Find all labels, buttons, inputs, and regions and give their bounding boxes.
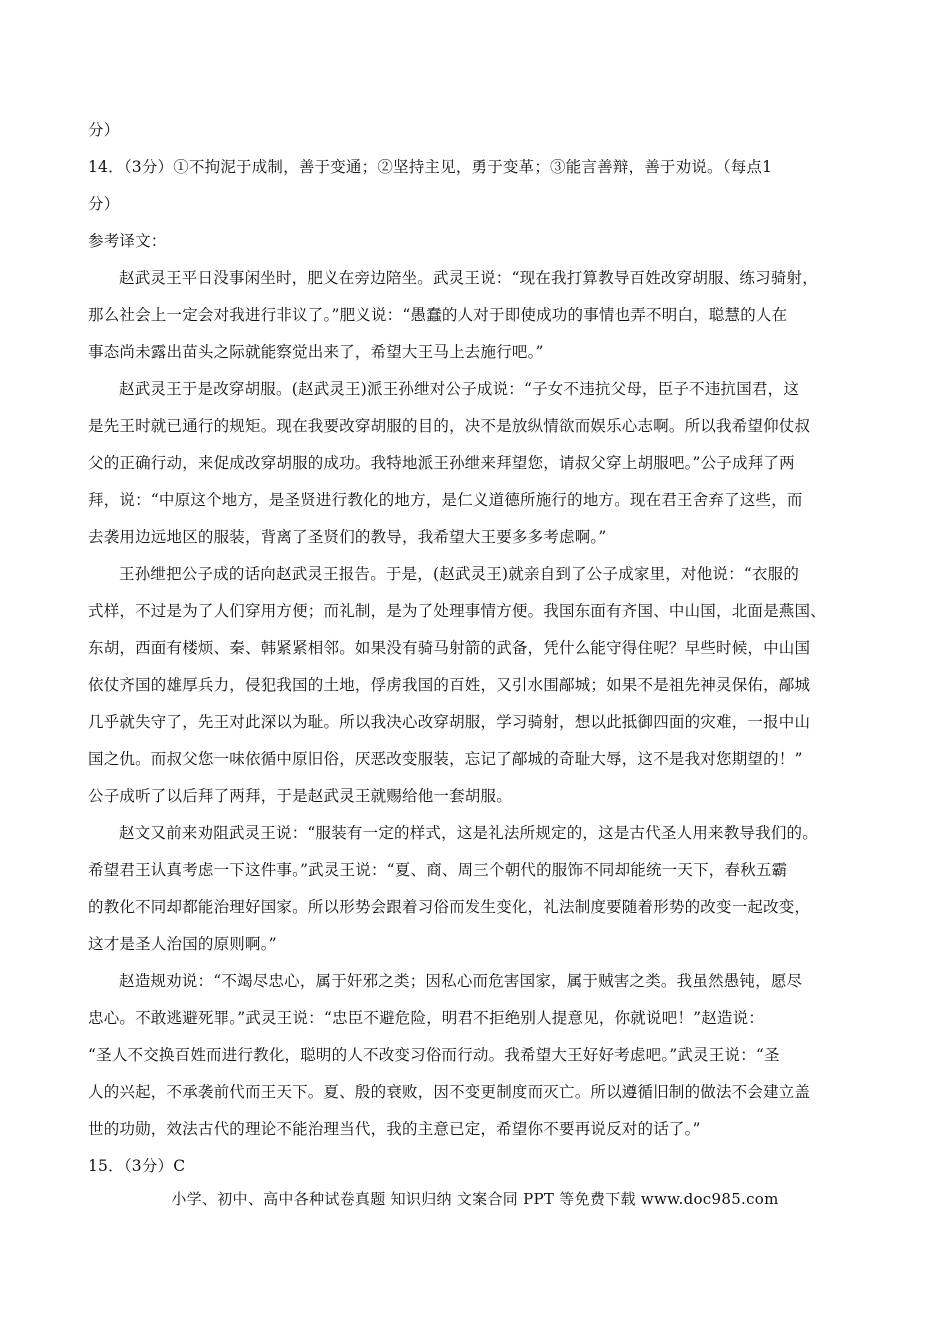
paragraph-5-line: 世的功勋，效法古代的理论不能治理当代，我的主意已定，希望你不要再说反对的话了。” [88,1120,701,1138]
paragraph-2-line: 拜，说：“中原这个地方，是圣贤进行教化的地方，是仁义道德所施行的地方。现在君王舍弃了这些，而 [88,491,803,509]
text-line: 分） [88,121,120,139]
translation-heading: 参考译文： [88,232,167,250]
page-footer: 小学、初中、高中各种试卷真题 知识归纳 文案合同 PPT 等免费下载 www.doc985.com [171,1190,779,1208]
paragraph-2-line: 是先王时就已通行的规矩。现在我要改穿胡服的目的，决不是放纵情欲而娱乐心志啊。所以我希望仰仗叔 [88,417,811,435]
paragraph-3-line: 几乎就失守了，先王对此深以为耻。所以我决心改穿胡服，学习骑射，想以此抵御四面的灾难，一报中山 [88,713,811,731]
paragraph-4-line: 赵文又前来劝阻武灵王说：“服装有一定的样式，这是礼法所规定的，这是古代圣人用来教导我们的。 [119,824,818,842]
paragraph-5-line: “圣人不交换百姓而进行教化，聪明的人不改变习俗而行动。我希望大王好好考虑吧。”武灵王说：“圣 [88,1046,780,1064]
answer-15-line: 15．（3分）C [88,1157,186,1175]
paragraph-2-line: 赵武灵王于是改穿胡服。(赵武灵王)派王孙绁对公子成说：“子女不违抗父母，臣子不违抗国君，这 [119,380,800,398]
text-line: 分） [88,195,120,213]
paragraph-5-line: 忠心。不敢逃避死罪。”武灵王说：“忠臣不避危险，明君不拒绝别人提意见，你就说吧！”赵造说： [88,1009,765,1027]
paragraph-4-line: 的教化不同却都能治理好国家。所以形势会跟着习俗而发生变化，礼法制度要随着形势的改变一起改变， [88,898,811,916]
paragraph-3-line: 国之仇。而叔父您一味依循中原旧俗，厌恶改变服装，忘记了鄗城的奇耻大辱，这不是我对您期望的！” [88,750,803,768]
paragraph-1-line: 事态尚未露出苗头之际就能察觉出来了，希望大王马上去施行吧。” [88,343,544,361]
paragraph-4-line: 这才是圣人治国的原则啊。” [88,935,277,953]
paragraph-2-line: 父的正确行动，来促成改穿胡服的成功。我特地派王孙绁来拜望您，请叔父穿上胡服吧。”公子成拜了两 [88,454,795,472]
paragraph-1-line: 那么社会上一定会对我进行非议了。”肥义说：“愚蠢的人对于即使成功的事情也弄不明白，聪慧的人在 [88,306,788,324]
paragraph-3-line: 依仗齐国的雄厚兵力，侵犯我国的土地，俘虏我国的百姓，又引水围鄗城；如果不是祖先神灵保佑，鄗城 [88,676,811,694]
paragraph-5-line: 人的兴起，不承袭前代而王天下。夏、殷的衰败，因不变更制度而灭亡。所以遵循旧制的做法不会建立盖 [88,1083,811,1101]
paragraph-2-line: 去袭用边远地区的服装，背离了圣贤们的教导，我希望大王要多多考虑啊。” [88,528,607,546]
answer-14-line: 14．（3分）①不拘泥于成制，善于变通；②坚持主见，勇于变革；③能言善辩，善于劝说。（每点1 [88,158,773,176]
paragraph-3-line: 公子成听了以后拜了两拜，于是赵武灵王就赐给他一套胡服。 [88,787,512,805]
paragraph-3-line: 式样，不过是为了人们穿用方便；而礼制，是为了处理事情方便。我国东面有齐国、中山国，北面是燕国、 [88,602,826,620]
paragraph-1-line: 赵武灵王平日没事闲坐时，肥义在旁边陪坐。武灵王说：“现在我打算教导百姓改穿胡服、练习骑射， [119,269,818,287]
paragraph-3-line: 东胡，西面有楼烦、秦、韩紧紧相邻。如果没有骑马射箭的武备，凭什么能守得住呢？早些时候，中山国 [88,639,811,657]
paragraph-3-line: 王孙绁把公子成的话向赵武灵王报告。于是，(赵武灵王)就亲自到了公子成家里，对他说：“衣服的 [119,565,800,583]
answer-document [88,112,868,1185]
paragraph-5-line: 赵造规劝说：“不竭尽忠心，属于奸邪之类；因私心而危害国家，属于贼害之类。我虽然愚钝，愿尽 [119,972,803,990]
paragraph-4-line: 希望君王认真考虑一下这件事。”武灵王说：“夏、商、周三个朝代的服饰不同却能统一天下，春秋五霸 [88,861,788,879]
